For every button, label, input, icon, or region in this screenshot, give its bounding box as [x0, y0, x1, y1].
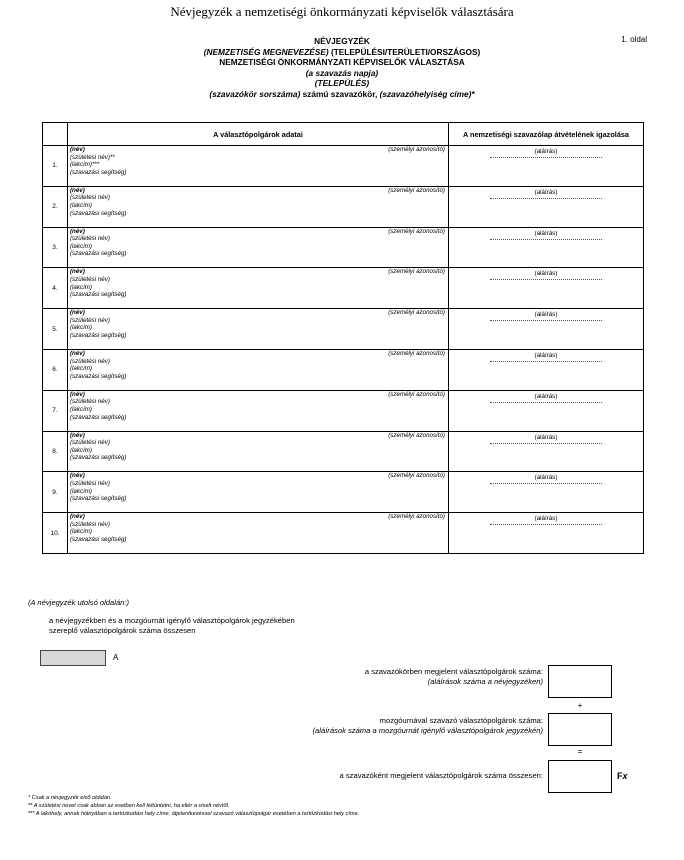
mobile-ballot-count-box[interactable] [548, 713, 612, 746]
row-number: 5. [43, 309, 68, 350]
signature-line [490, 400, 602, 403]
fx-label-f: F [617, 771, 623, 781]
signature-cell[interactable] [449, 513, 644, 554]
table-row [43, 227, 644, 268]
mobile-ballot-sub-text: (aláírások száma a mozgóurnát igénylő választópolgárok jegyzékén) [312, 725, 543, 735]
register-header [0, 36, 684, 100]
signature-line [490, 441, 602, 444]
voter-birth-name: (születési név) [70, 316, 110, 324]
page-number: 1. oldal [621, 35, 647, 44]
voter-address: (lakcím) [70, 487, 92, 495]
header-voter-data: A választópolgárok adatai [68, 123, 449, 146]
personal-id: (személyi azonosító) [388, 186, 445, 194]
voter-address: (lakcím) [70, 201, 92, 209]
signature-label: (aláírás) [534, 270, 558, 278]
voting-assistance: (szavazási segítség) [70, 454, 127, 462]
header-line-6 [0, 89, 684, 100]
voter-data-cell [68, 227, 449, 268]
table-row [43, 186, 644, 227]
table-row [43, 309, 644, 350]
voting-assistance: (szavazási segítség) [70, 495, 127, 503]
total-count-box[interactable] [548, 760, 612, 793]
row-number: 9. [43, 472, 68, 513]
voting-assistance: (szavazási segítség) [70, 250, 127, 258]
personal-id: (személyi azonosító) [388, 268, 445, 276]
header-num-cell [43, 123, 68, 146]
footnote-3: *** A lakóhely, annak hiányában a tartózkodási hely címe, átjelentkezéssel szavazó választópolgár esetében a tartózkodási hely címe. [28, 811, 360, 817]
voter-address: (lakcím) [70, 324, 92, 332]
header-line-2 [0, 47, 684, 58]
attended-count-label [365, 667, 543, 686]
attended-count-sub [365, 677, 543, 687]
attended-count-box[interactable] [548, 665, 612, 698]
voter-address: (lakcím) [70, 365, 92, 373]
table-row [43, 268, 644, 309]
election-date-placeholder: (a szavazás napja) [305, 67, 379, 78]
signature-line [490, 318, 602, 321]
personal-id: (személyi azonosító) [388, 431, 445, 439]
voter-register-table [42, 122, 644, 554]
personal-id: (személyi azonosító) [388, 513, 445, 521]
voter-birth-name: (születési név) [70, 194, 110, 202]
signature-label: (aláírás) [534, 311, 558, 319]
table-row [43, 431, 644, 472]
last-page-note: (A névjegyzék utolsó oldalán:) [28, 598, 130, 607]
document-title: Névjegyzék a nemzetiségi önkormányzati képviselők választására [170, 4, 514, 19]
signature-label: (aláírás) [534, 188, 558, 196]
signature-line [490, 359, 602, 362]
voter-data-cell [68, 513, 449, 554]
mobile-ballot-label [313, 716, 543, 735]
voter-address: (lakcím) [70, 446, 92, 454]
voting-assistance: (szavazási segítség) [70, 413, 127, 421]
precinct-number-placeholder: (szavazókör sorszáma) [209, 88, 301, 99]
signature-line [490, 237, 602, 240]
table-row [43, 472, 644, 513]
voter-birth-name: (születési név) [70, 398, 110, 406]
header-line-3: NEMZETISÉGI ÖNKORMÁNYZATI KÉPVISELŐK VÁLASZTÁSA [219, 57, 465, 68]
equals-sign: = [577, 747, 583, 756]
table-row [43, 146, 644, 187]
voter-birth-name: (születési név) [70, 235, 110, 243]
table-row [43, 349, 644, 390]
voter-data-cell [68, 472, 449, 513]
signature-label: (aláírás) [534, 351, 558, 359]
header-signature: A nemzetiségi szavazólap átvételének igazolása [449, 123, 644, 146]
signature-line [490, 522, 602, 525]
attended-count-text: a szavazókörben megjelent választópolgárok száma: [364, 667, 543, 676]
voter-data-cell [68, 146, 449, 187]
personal-id: (személyi azonosító) [388, 349, 445, 357]
voter-name: (név) [70, 186, 85, 194]
signature-cell[interactable] [449, 431, 644, 472]
voting-assistance: (szavazási segítség) [70, 209, 127, 217]
summary-line-1: a névjegyzékben és a mozgóurnát igénylő választópolgárok jegyzékében [49, 616, 295, 625]
row-number: 1. [43, 146, 68, 187]
signature-label: (aláírás) [534, 433, 558, 441]
header-line-1: NÉVJEGYZÉK [314, 36, 370, 46]
voter-address: (lakcím) [70, 405, 92, 413]
voter-data-cell [68, 390, 449, 431]
mobile-ballot-sub [313, 726, 543, 736]
voting-assistance: (szavazási segítség) [70, 535, 127, 543]
mobile-ballot-text: mozgóurnával szavazó választópolgárok száma: [379, 716, 543, 725]
voter-address: (lakcím) [70, 528, 92, 536]
voting-assistance: (szavazási segítség) [70, 291, 127, 299]
voter-data-cell [68, 309, 449, 350]
voter-name: (név) [70, 513, 85, 521]
personal-id: (személyi azonosító) [388, 146, 445, 153]
signature-cell[interactable] [449, 472, 644, 513]
signature-cell[interactable] [449, 309, 644, 350]
row-number: 8. [43, 431, 68, 472]
table-row [43, 513, 644, 554]
signature-line [490, 481, 602, 484]
voter-name: (név) [70, 146, 85, 153]
signature-label: (aláírás) [534, 148, 558, 155]
table-header-row [43, 123, 644, 146]
voter-name: (név) [70, 227, 85, 235]
voter-address: (lakcím) [70, 242, 92, 250]
footnote-1: * Csak a névjegyzék első oldalán. [28, 795, 112, 801]
voter-name: (név) [70, 309, 85, 317]
voter-data-cell [68, 186, 449, 227]
row-number: 7. [43, 390, 68, 431]
voter-birth-name: (születési név) [70, 439, 110, 447]
settlement-placeholder: (TELEPÜLÉS) [314, 78, 370, 89]
summary-line-2: szereplő választópolgárok száma összesen [49, 626, 196, 636]
voter-data-cell [68, 349, 449, 390]
voting-assistance: (szavazási segítség) [70, 168, 127, 176]
signature-cell[interactable] [449, 146, 644, 187]
voter-data-cell [68, 268, 449, 309]
signature-cell[interactable] [449, 349, 644, 390]
nationality-placeholder: (NEMZETISÉG MEGNEVEZÉSE) [203, 46, 329, 57]
voter-name: (név) [70, 472, 85, 480]
box-a-label: A [113, 653, 119, 662]
signature-line [490, 196, 602, 199]
voter-name: (név) [70, 268, 85, 276]
precinct-text: számú szavazókör, [300, 88, 380, 99]
signature-label: (aláírás) [534, 392, 558, 400]
header-line-5 [0, 78, 684, 89]
row-number: 2. [43, 186, 68, 227]
signature-cell[interactable] [449, 227, 644, 268]
voter-birth-name: (születési név)** [70, 153, 115, 161]
header-line-4 [0, 68, 684, 79]
voting-assistance: (szavazási segítség) [70, 331, 127, 339]
signature-line [490, 155, 602, 158]
voter-name: (név) [70, 390, 85, 398]
personal-id: (személyi azonosító) [388, 227, 445, 235]
voter-birth-name: (születési név) [70, 275, 110, 283]
summary-paragraph [49, 616, 295, 636]
plus-sign: + [577, 701, 583, 710]
voter-birth-name: (születési név) [70, 479, 110, 487]
signature-cell[interactable] [449, 268, 644, 309]
voter-address: (lakcím)*** [70, 161, 100, 169]
footnote-2: ** A születési nevet csak abban az esetben kell feltüntetni, ha eltér a viselt névtől. [28, 803, 230, 809]
voter-address: (lakcím) [70, 283, 92, 291]
signature-label: (aláírás) [534, 474, 558, 482]
signature-cell[interactable] [449, 186, 644, 227]
row-number: 10. [43, 513, 68, 554]
personal-id: (személyi azonosító) [388, 390, 445, 398]
voter-data-cell [68, 431, 449, 472]
total-count-label: a szavazóként megjelent választópolgárok száma összesen: [339, 771, 543, 780]
personal-id: (személyi azonosító) [388, 309, 445, 317]
personal-id: (személyi azonosító) [388, 472, 445, 480]
signature-label: (aláírás) [534, 229, 558, 237]
voter-birth-name: (születési név) [70, 520, 110, 528]
voter-name: (név) [70, 349, 85, 357]
row-number: 3. [43, 227, 68, 268]
polling-address-placeholder: (szavazóhelyiség címe)* [379, 88, 475, 99]
row-number: 4. [43, 268, 68, 309]
fx-label [617, 771, 628, 781]
signature-line [490, 277, 602, 280]
voting-assistance: (szavazási segítség) [70, 372, 127, 380]
total-a-box[interactable] [40, 650, 106, 666]
row-number: 6. [43, 349, 68, 390]
level-placeholder: (TELEPÜLÉSI/TERÜLETI/ORSZÁGOS) [328, 46, 481, 57]
signature-label: (aláírás) [534, 515, 558, 523]
voter-name: (név) [70, 431, 85, 439]
attended-count-sub-text: (aláírások száma a névjegyzéken) [427, 676, 543, 686]
fx-label-x: x [622, 771, 628, 781]
signature-cell[interactable] [449, 390, 644, 431]
table-row [43, 390, 644, 431]
voter-birth-name: (születési név) [70, 357, 110, 365]
